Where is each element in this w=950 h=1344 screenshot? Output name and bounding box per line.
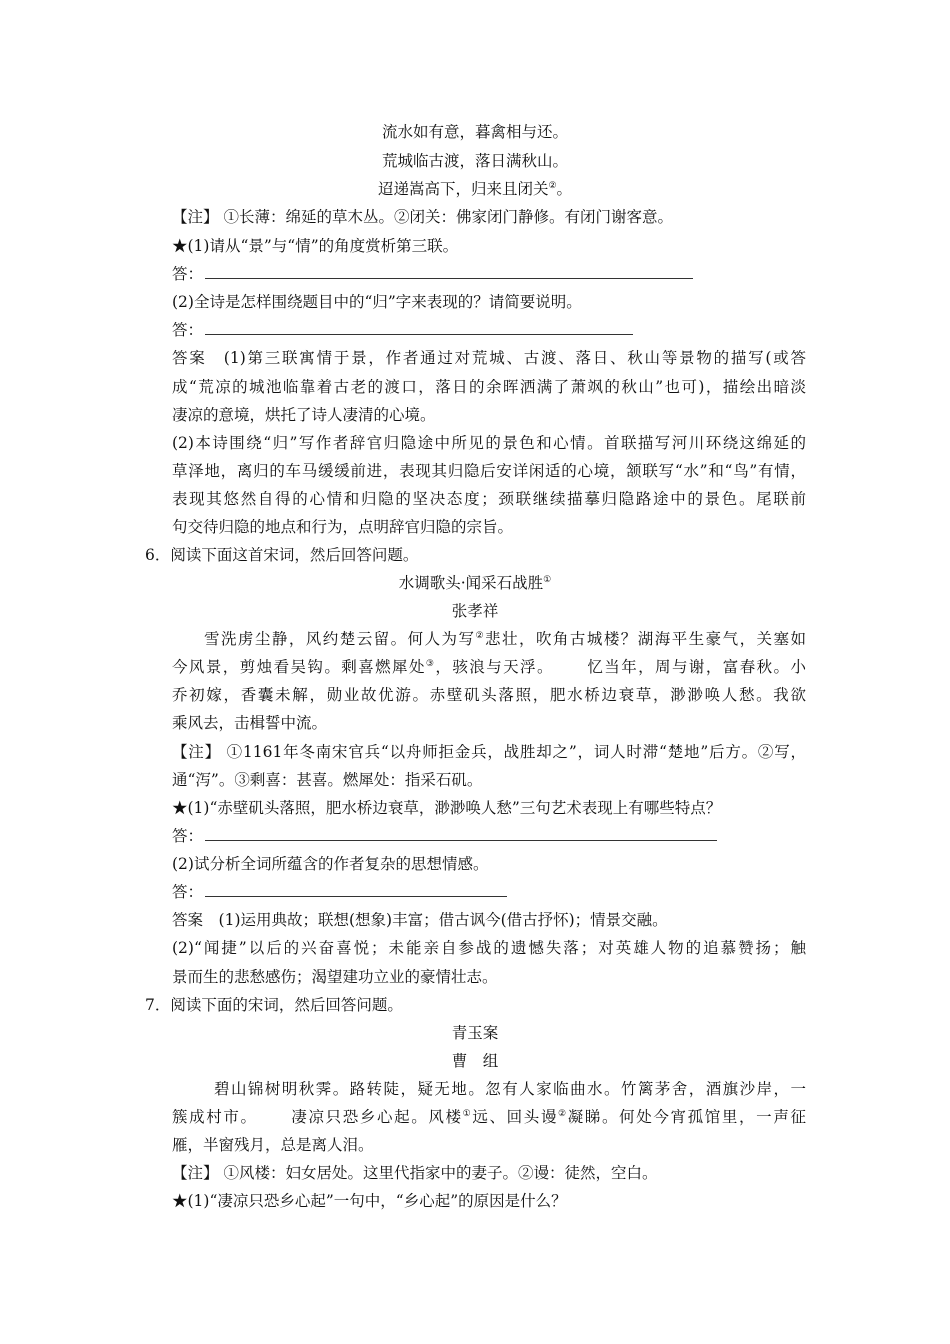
question-2: (2)全诗是怎样围绕题目中的“归”字来表现的？请简要说明。: [172, 293, 582, 311]
question-stem: 6．阅读下面这首宋词，然后回答问题。: [145, 546, 419, 564]
question-1: ★(1)“赤壁矶头落照，肥水桥边衰草，渺渺唤人愁”三句艺术表现上有哪些特点？: [172, 799, 722, 817]
answer-text: 凄凉的意境，烘托了诗人凄清的心境。: [172, 406, 436, 424]
poem-text: 乘风去，击楫誓中流。: [172, 714, 328, 732]
answer-field[interactable]: 答：: [172, 825, 717, 847]
poem-line: 荒城临古渡，落日满秋山。: [381, 152, 568, 170]
answer-text: (2)“闻捷”以后的兴奋喜悦；未能亲自参战的遗憾失落；对英雄人物的追慕赞扬；触: [172, 939, 806, 957]
poem-text: 今风景，剪烛看吴钩。剩喜燃犀处③，骇浪与天浮。 忆当年，周与谢，富春秋。小: [172, 658, 806, 676]
poem-line: 迢递嵩高下，归来且闭关②。: [377, 180, 573, 198]
answer-text: 成“荒凉的城池临靠着古老的渡口，落日的余晖洒满了萧飒的秋山”也可)，描绘出暗淡: [172, 378, 806, 396]
footnote-mark: ②: [475, 631, 486, 641]
question-2: (2)试分析全词所蕴含的作者复杂的思想情感。: [172, 855, 489, 873]
poem-title: 青玉案: [451, 1024, 499, 1042]
answer-label: 答案: [172, 349, 207, 367]
poem-text: 簇成村市。 凄凉只恐乡心起。风楼①远、回头谩②凝睇。何处今宵孤馆里，一声征: [172, 1108, 806, 1126]
answer-text: 答案 (1)第三联寓情于景，作者通过对荒城、古渡、落日、秋山等景物的描写(或答: [172, 349, 806, 367]
answer-text: 表现其悠然自得的心情和归隐的坚决态度；颈联继续描摹归隐路途中的景色。尾联前: [172, 490, 806, 508]
answer-text: 景而生的悲愁感伤；渴望建功立业的豪情壮志。: [172, 968, 498, 986]
answer-text: (2)本诗围绕“归”写作者辞官归隐途中所见的景色和心情。首联描写河川环绕这绵延的: [172, 434, 806, 452]
poem-text: 雪洗虏尘静，风约楚云留。何人为写②悲壮，吹角古城楼？湖海平生豪气，关塞如: [204, 630, 806, 648]
footnote-mark: ①: [462, 1109, 473, 1119]
note: 【注】 ①风楼：妇女居处。这里代指家中的妻子。②谩：徒然，空白。: [172, 1164, 658, 1182]
answer-text: 答案 (1)运用典故；联想(想象)丰富；借古讽今(借古抒怀)；情景交融。: [172, 911, 668, 929]
question-1: ★(1)请从“景”与“情”的角度赏析第三联。: [172, 237, 459, 255]
answer-field[interactable]: 答：: [172, 263, 693, 285]
footnote-mark: ①: [543, 575, 552, 585]
footnote-mark: ②: [548, 181, 557, 191]
note: 通“泻”。③剩喜：甚喜。燃犀处：指采石矶。: [172, 771, 483, 789]
note-label: 【注】: [172, 1164, 219, 1182]
question-stem: 7．阅读下面的宋词，然后回答问题。: [145, 996, 403, 1014]
poem-text: 乔初嫁，香囊未解，勋业故优游。赤壁矶头落照，肥水桥边衰草，渺渺唤人愁。我欲: [172, 686, 806, 704]
footnote-mark: ③: [425, 659, 436, 669]
poem-text: 雁，半窗残月，总是离人泪。: [172, 1136, 374, 1154]
note-label: 【注】: [172, 208, 219, 226]
poem-author: 张孝祥: [451, 602, 499, 620]
answer-text: 句交待归隐的地点和行为，点明辞官归隐的宗旨。: [172, 518, 514, 536]
note: 【注】 ①长薄：绵延的草木丛。②闭关：佛家闭门静修。有闭门谢客意。: [172, 208, 673, 226]
note-label: 【注】: [172, 743, 221, 761]
answer-label: 答案: [172, 911, 204, 929]
poem-line: 流水如有意，暮禽相与还。: [381, 123, 568, 141]
answer-field[interactable]: 答：: [172, 319, 633, 341]
poem-title: 水调歌头·闻采石战胜①: [398, 574, 552, 592]
note: 【注】 ①1161年冬南宋官兵“以舟师拒金兵，战胜却之”，词人时滞“楚地”后方。②写，: [172, 743, 806, 761]
answer-text: 草泽地，离归的车马缓缓前进，表现其归隐后安详闲适的心境，颔联写“水”和“鸟”有情，: [172, 462, 806, 480]
poem-author: 曹 组: [451, 1052, 499, 1070]
question-1: ★(1)“凄凉只恐乡心起”一句中，“乡心起”的原因是什么？: [172, 1192, 567, 1210]
poem-text: 碧山锦树明秋霁。路转陡，疑无地。忽有人家临曲水。竹篱茅舍，酒旗沙岸，一: [214, 1080, 806, 1098]
footnote-mark: ②: [558, 1109, 568, 1119]
answer-field[interactable]: 答：: [172, 881, 507, 903]
